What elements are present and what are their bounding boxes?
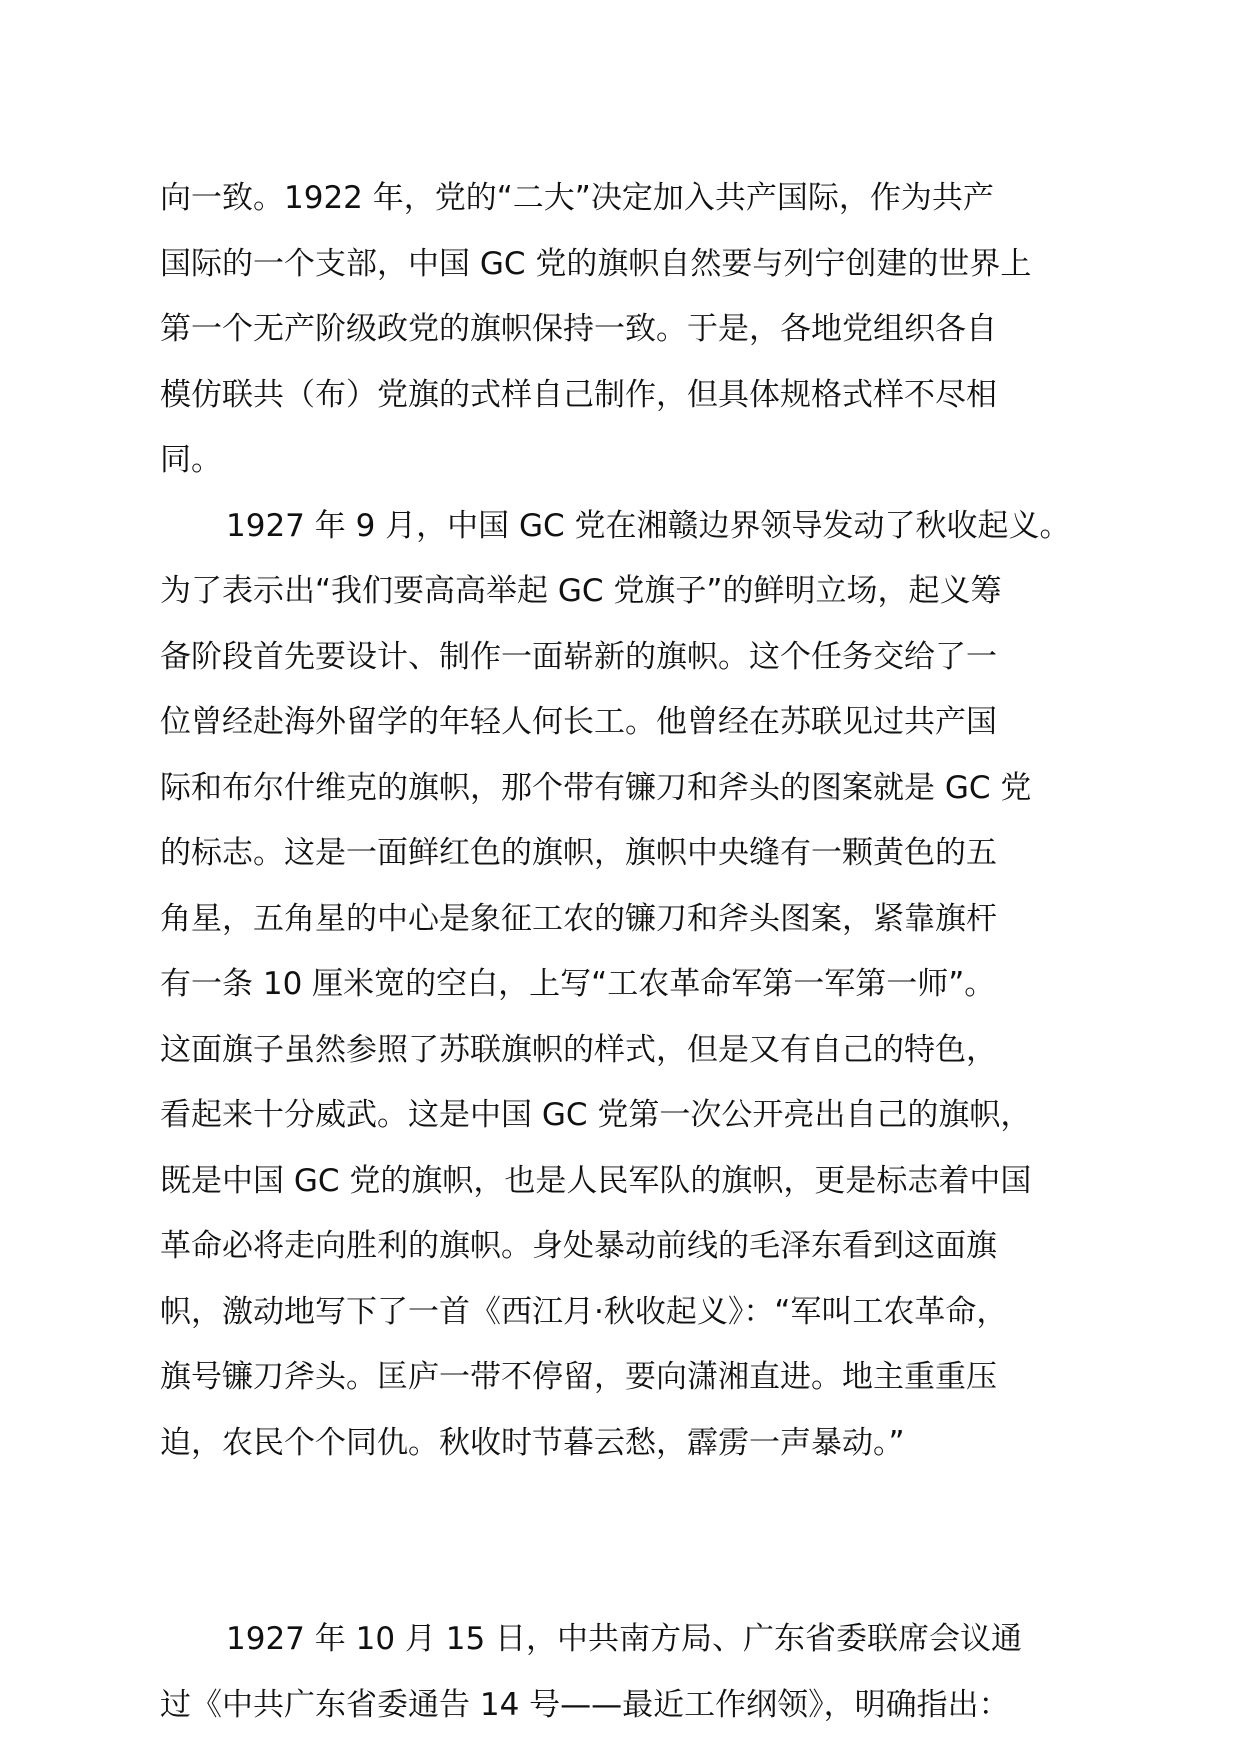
paragraph [160,1607,1120,1738]
text-line: 角星，五角星的中心是象征工农的镰刀和斧头图案，紧靠旗杆 [160,900,997,937]
text-line: 模仿联共（布）党旗的式样自己制作，但具体规格式样不尽相 [160,376,997,413]
text-line [160,1542,1120,1608]
text-line: 1927 年 10 月 15 日，中共南方局、广东省委联席会议通 [226,1621,1023,1657]
text-line [160,1476,1120,1542]
text-line: 际和布尔什维克的旗帜，那个带有镰刀和斧头的图案就是 GC 党 [160,769,1032,806]
text-line: 同。 [160,442,222,478]
text-line: 向一致。1922 年，党的“二大”决定加入共产国际，作为共产 [160,180,994,216]
text-line: 看起来十分威武。这是中国 GC 党第一次公开亮出自己的旗帜， [160,1097,1032,1133]
text-line: 备阶段首先要设计、制作一面崭新的旗帜。这个任务交给了一 [160,638,997,675]
text-line: 既是中国 GC 党的旗帜，也是人民军队的旗帜，更是标志着中国 [160,1162,1032,1199]
text-line: 第一个无产阶级政党的旗帜保持一致。于是，各地党组织各自 [160,311,997,347]
text-line: 1927 年 9 月，中国 GC 党在湘赣边界领导发动了秋收起义。 [226,507,1071,544]
paragraph [160,494,1120,1608]
text-line: 迫，农民个个同仇。秋收时节暮云愁，霹雳一声暴动。” [160,1424,905,1461]
text-line: 的标志。这是一面鲜红色的旗帜，旗帜中央缝有一颗黄色的五 [160,835,997,871]
text-line: 国际的一个支部，中国 GC 党的旗帜自然要与列宁创建的世界上 [160,245,1032,282]
text-line: 过《中共广东省委通告 14 号——最近工作纲领》，明确指出： [160,1686,1010,1723]
text-line: 这面旗子虽然参照了苏联旗帜的样式，但是又有自己的特色， [160,1031,997,1068]
paragraph [160,166,1120,494]
text-line: 革命必将走向胜利的旗帜。身处暴动前线的毛泽东看到这面旗 [160,1228,997,1264]
body-text [160,166,1120,1738]
text-line: 有一条 10 厘米宽的空白，上写“工农革命军第一军第一师”。 [160,966,996,1002]
text-line: 旗号镰刀斧头。匡庐一带不停留，要向潇湘直进。地主重重压 [160,1359,997,1395]
text-line: 为了表示出“我们要高高举起 GC 党旗子”的鲜明立场，起义筹 [160,573,1002,609]
text-line: 帜，激动地写下了一首《西江月·秋收起义》：“军叫工农革命， [160,1293,1008,1330]
text-line: 位曾经赴海外留学的年轻人何长工。他曾经在苏联见过共产国 [160,704,997,740]
